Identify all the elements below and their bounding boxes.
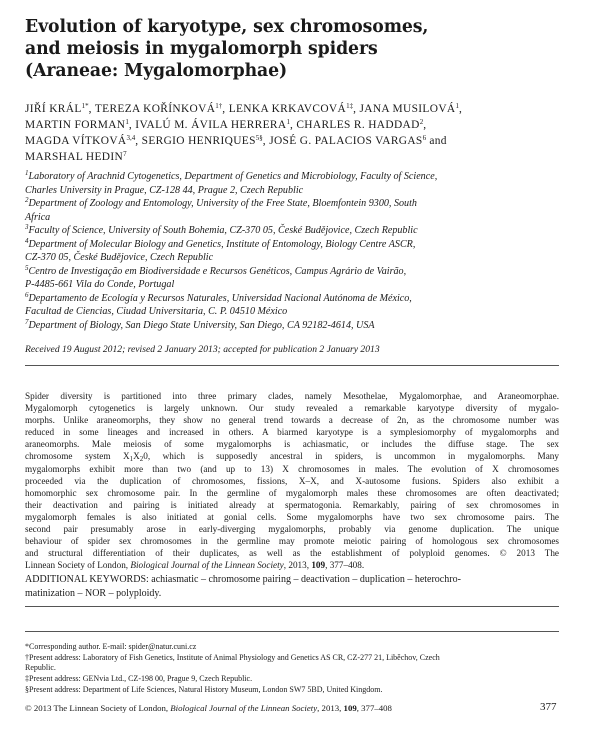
abstract-line: chromosome system $X_1X_20$, which is supposedly ancestral in spiders, is uncommon in mygalomorphs. Many xyxy=(25,451,559,464)
abstract xyxy=(25,390,559,571)
affiliation-text: Centro de Investigação em Biodiversidade e Recursos Genéticos, Campus Agrário de Vairão, xyxy=(28,265,407,277)
footer-pages: , 377–408 xyxy=(356,703,392,713)
author-affil-mark: 7 xyxy=(123,150,127,158)
affiliation-list xyxy=(25,170,573,332)
keywords-label: ADDITIONAL KEYWORDS: xyxy=(25,574,149,585)
abstract-line: second pair presumably arose in early-diverging mygalomorphs, probably via genome duplication. The unique xyxy=(25,524,559,535)
author-name: MARSHAL HEDIN xyxy=(25,151,124,163)
abstract-line: their deactivation and pairing is initiated already at spermatogonia. Remarkably, pairing of sex chromosomes in xyxy=(25,499,559,510)
affiliation-text: Charles University in Prague, CZ-128 44, Prague 2, Czech Republic xyxy=(25,184,304,196)
author-name: CHARLES R. HADDAD xyxy=(296,119,420,131)
affiliation-number: 2 xyxy=(25,196,29,204)
affiliation-text: CZ-370 05, České Budějovice, Czech Republic xyxy=(25,252,214,263)
abstract-line: Linnean Society of London, Biological Journal of the Linnean Society, 2013, 109, 377–408. xyxy=(25,560,365,571)
footnote: ‡Present address: GENvia Ltd., CZ-198 00, Prague 9, Czech Republic. xyxy=(25,674,253,684)
keywords-text: achiasmatic – chromosome pairing – deactivation – duplication – heterochro- xyxy=(148,574,461,585)
affiliation xyxy=(25,170,573,197)
affiliation-number: 6 xyxy=(25,290,29,299)
abstract-line: Mygalomorph cytogenetics is largely unknown. Our study revealed a remarkable karyotype diversity of mygalo- xyxy=(25,403,559,414)
footer-journal: Biological Journal of the Linnean Society xyxy=(170,703,318,713)
affiliation-text: Department of Molecular Biology and Genetics, Institute of Entomology, Biology Centre ASCR, xyxy=(28,238,416,250)
affiliation-text: Facultad de Ciencias, Ciudad Universitaria, C. P. 04510 México xyxy=(25,306,288,317)
footnote: Republic. xyxy=(25,663,56,673)
affiliation-text: Africa xyxy=(25,211,51,223)
footer-copyright: © 2013 The Linnean Society of London, xyxy=(25,703,169,713)
affiliation-text: Departamento de Ecología y Recursos Naturales, Universidad Nacional Autónoma de México, xyxy=(28,292,412,304)
divider xyxy=(25,365,559,366)
author-affil-mark: 6 xyxy=(422,134,427,142)
title-line: and meiosis in mygalomorph spiders xyxy=(25,39,378,59)
footer-volume: 109 xyxy=(343,703,357,713)
author-name: SERGIO HENRIQUES xyxy=(141,135,256,147)
abstract-line: and structural differentiation of their duplicates, as well as the establishment of polyploid genomes. © 2013 The xyxy=(25,548,559,559)
affiliation-number: 5 xyxy=(25,263,29,272)
author-affil-mark: 1* xyxy=(81,102,89,110)
affiliation-text: Laboratory of Arachnid Cytogenetics, Department of Genetics and Microbiology, Faculty of Science, xyxy=(28,171,438,182)
affiliation-number: 1 xyxy=(25,169,29,177)
author-affil-mark: 1 xyxy=(286,118,290,126)
footnotes xyxy=(25,642,559,696)
affiliation xyxy=(25,265,573,292)
affiliation xyxy=(25,238,573,265)
abstract-line: araneomorphs. Male meiosis of some mygalomorphs is achiasmatic, or includes the diffuse stage. The sex xyxy=(25,439,559,450)
abstract-line: morphs. Unlike araneomorphs, they show no general trend towards a decrease of 2n, as the chromosome number was xyxy=(25,415,559,426)
author-affil-mark: 3,4 xyxy=(126,134,136,142)
received-dates: Received 19 August 2012; revised 2 January 2013; accepted for publication 2 January 2013 xyxy=(25,344,380,355)
author-line: MARTIN FORMAN$^1$, IVALÚ M. ÁVILA HERRERA$^1$, CHARLES R. HADDAD$^2$, xyxy=(25,118,427,131)
keywords xyxy=(25,573,559,600)
author-affil-mark: 5§ xyxy=(255,134,263,142)
keywords-text: matinization – NOR – polyploidy. xyxy=(25,587,162,599)
footnote: §Present address: Department of Life Sciences, Natural History Museum, London SW7 5BD, United Kingdom. xyxy=(25,684,383,694)
author-name: LENKA KRKAVCOVÁ xyxy=(228,103,347,115)
affiliation xyxy=(25,197,573,224)
affiliation-number: 7 xyxy=(25,317,29,326)
author-affil-mark: 1 xyxy=(455,102,459,110)
title-line: Evolution of karyotype, sex chromosomes, xyxy=(25,17,429,37)
author-affil-mark: 2 xyxy=(419,118,424,126)
page-footer xyxy=(25,703,559,713)
author-name: IVALÚ M. ÁVILA HERRERA xyxy=(135,119,287,131)
footnote: *Corresponding author. E-mail: spider@natur.cuni.cz xyxy=(25,642,197,651)
affiliation-text: Faculty of Science, University of South Bohemia, CZ-370 05, České Budějovice, Czech Republic xyxy=(28,225,418,236)
author-name: JANA MUSILOVÁ xyxy=(359,103,456,115)
footnote: †Present address: Laboratory of Fish Genetics, Institute of Animal Physiology and Genetics AS CR, CZ-277 21, Liběchov, Czech xyxy=(25,652,440,662)
affiliation xyxy=(25,224,573,238)
author-line: MAGDA VÍTKOVÁ$^{3,4}$, SERGIO $HENRIQUES^{5\S}$, JOSÉ G. PALACIOS VARGAS$^6$ and xyxy=(25,134,447,147)
author-name: TEREZA KOŘÍNKOVÁ xyxy=(94,103,216,115)
abstract-line: mygalomorphs exhibit more than two (and up to 13) X chromosomes in males. The evolution of X chromosomes xyxy=(25,463,559,474)
author-affil-mark: 1‡ xyxy=(346,102,354,110)
affiliation-number: 3 xyxy=(25,223,29,231)
affiliation xyxy=(25,319,573,333)
author-affil-mark: 1 xyxy=(125,118,129,126)
divider xyxy=(25,606,559,607)
author-line xyxy=(25,149,573,165)
page-number: 377 xyxy=(540,701,557,713)
title-line: (Araneae: Mygalomorphae) xyxy=(25,61,288,81)
abstract-line: Spider diversity is partitioned into three primary clades, namely Mesothelae, Mygalomorphae, and Araneomorphae. xyxy=(25,391,559,401)
abstract-line: proceeded via the duplication of chromosomes, fissions, X–X, and X-autosome fusions. Spiders also exhibit a xyxy=(25,475,559,486)
author-name: JOSÉ G. PALACIOS VARGAS xyxy=(269,135,423,147)
divider xyxy=(25,631,559,632)
abstract-line: behaviour of spider sex chromosomes in the germline may promote meiotic pairing of homologous sex chromosomes xyxy=(25,536,559,547)
author-list xyxy=(25,101,573,165)
abstract-line: reduced in some lineages and increased in others. A biarmed karyotype is a symplesiomorphy of mygalomorphs and xyxy=(25,427,559,438)
author-name: MAGDA VÍTKOVÁ xyxy=(25,135,127,147)
affiliation-text: Department of Zoology and Entomology, University of the Free State, Bloemfontein 9300, South xyxy=(28,198,417,209)
author-name: MARTIN FORMAN xyxy=(25,119,126,131)
affiliation-text: P-4485-661 Vila do Conde, Portugal xyxy=(25,279,175,290)
author-line: JIŘÍ $KRÁL^{1*}$, TEREZA $KOŘÍNKOVÁ^{1\dagger}$, LENKA $KRKAVCOVÁ^{1\ddagger}$, JANA MUSILOVÁ$^1$, xyxy=(25,102,463,115)
abstract-line: mygalomorph females is also initiated at gonial cells. Some mygalomorphs have two sex chromosome pairs. The xyxy=(25,511,559,522)
abstract-line: homomorphic sex chromosome pair. In the germline of mygalomorph males these chromosomes are often deactivated; xyxy=(25,487,559,498)
affiliation xyxy=(25,292,573,319)
authors-and: and xyxy=(429,135,447,147)
author-affil-mark: 1† xyxy=(215,102,223,110)
affiliation-number: 4 xyxy=(25,236,29,245)
author-name: JIŘÍ KRÁL xyxy=(25,103,82,115)
article-title xyxy=(25,16,565,82)
footer-year: , 2013, xyxy=(317,703,342,713)
affiliation-text: Department of Biology, San Diego State University, San Diego, CA 92182-4614, USA xyxy=(28,319,375,331)
